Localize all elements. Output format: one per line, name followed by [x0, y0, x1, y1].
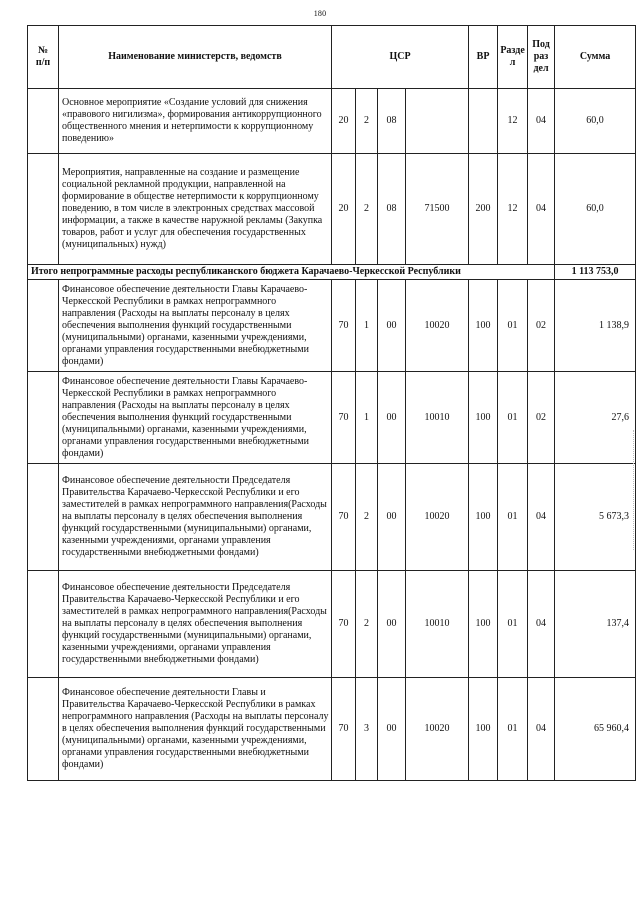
row-csr1: 70 — [332, 678, 356, 781]
row-name: Финансовое обеспечение деятельности Главы Карачаево-Черкесской Республики в рамках непрограммного направления (Расходы на выплаты персоналу в целях обеспечения выполнения функций государственными (муниципальными) органами, казенными учреждениями, органами управления государственными внебюджетными фондами) — [59, 372, 332, 464]
row-num-cell — [28, 372, 59, 464]
row-razdel: 12 — [498, 154, 528, 265]
table-row — [28, 89, 636, 154]
row-csr4: 10020 — [406, 678, 469, 781]
row-razdel: 01 — [498, 678, 528, 781]
row-csr2: 1 — [356, 372, 378, 464]
row-num-cell — [28, 464, 59, 571]
row-summa: 1 138,9 — [555, 280, 636, 372]
row-csr3: 08 — [378, 89, 406, 154]
row-csr1: 20 — [332, 154, 356, 265]
row-vr: 100 — [469, 571, 498, 678]
page-number: 180 — [313, 9, 327, 18]
row-podrazdel: 04 — [528, 678, 555, 781]
row-csr1: 70 — [332, 372, 356, 464]
row-podrazdel: 04 — [528, 464, 555, 571]
table-header-row — [28, 26, 636, 89]
row-razdel: 01 — [498, 280, 528, 372]
header-name: Наименование министерств, ведомств — [59, 26, 332, 89]
row-csr1: 70 — [332, 464, 356, 571]
row-csr2: 2 — [356, 154, 378, 265]
row-csr4: 10010 — [406, 372, 469, 464]
row-csr1: 70 — [332, 571, 356, 678]
table-row — [28, 464, 636, 571]
row-csr1: 20 — [332, 89, 356, 154]
table-row — [28, 154, 636, 265]
row-name: Финансовое обеспечение деятельности Главы и Правительства Карачаево-Черкесской Республики в рамках непрограммного направления (Расходы на выплаты персоналу в целях обеспечения выполнения функций государственными (муниципальными) органами, казенными учреждениями, органами управления государственными внебюджетными фондами) — [59, 678, 332, 781]
row-podrazdel: 04 — [528, 571, 555, 678]
row-csr3: 00 — [378, 571, 406, 678]
row-vr: 100 — [469, 464, 498, 571]
row-csr4: 10020 — [406, 280, 469, 372]
row-csr2: 2 — [356, 89, 378, 154]
scan-margin-mark — [633, 430, 637, 550]
header-razdel: Разде л — [498, 26, 528, 89]
row-summa: 5 673,3 — [555, 464, 636, 571]
header-summa: Сумма — [555, 26, 636, 89]
table-row — [28, 372, 636, 464]
row-summa: 137,4 — [555, 571, 636, 678]
row-razdel: 12 — [498, 89, 528, 154]
row-csr2: 3 — [356, 678, 378, 781]
row-summa: 65 960,4 — [555, 678, 636, 781]
row-csr3: 00 — [378, 464, 406, 571]
row-podrazdel: 04 — [528, 154, 555, 265]
row-vr: 100 — [469, 280, 498, 372]
row-csr4 — [406, 89, 469, 154]
row-num-cell — [28, 154, 59, 265]
table-row — [28, 571, 636, 678]
header-num: № п/п — [28, 26, 59, 89]
row-num-cell — [28, 571, 59, 678]
row-name: Финансовое обеспечение деятельности Главы Карачаево-Черкесской Республики в рамках непрограммного направления (Расходы на выплаты персоналу в целях обеспечения выполнения функций государственными (муниципальными) органами, казенными учреждениями, органами управления государственными внебюджетными фондами) — [59, 280, 332, 372]
row-razdel: 01 — [498, 464, 528, 571]
row-csr2: 2 — [356, 464, 378, 571]
table-row — [28, 280, 636, 372]
header-csr: ЦСР — [332, 26, 469, 89]
row-razdel: 01 — [498, 372, 528, 464]
row-name: Мероприятия, направленные на создание и размещение социальной рекламной продукции, направленной на формирование в обществе нетерпимости к коррупционному поведению, в том числе в электронных средствах массовой информации, а также в качестве наружной рекламы (Закупка товаров, работ и услуг для обеспечения государственных (муниципальных) нужд) — [59, 154, 332, 265]
row-num-cell — [28, 678, 59, 781]
row-name: Основное мероприятие «Создание условий для снижения «правового нигилизма», формирования антикоррупционного общественного мнения и нетерпимости к коррупционному поведению» — [59, 89, 332, 154]
row-name: Финансовое обеспечение деятельности Председателя Правительства Карачаево-Черкесской Республики и его заместителей в рамках непрограммного направления(Расходы на выплаты персоналу в целях обеспечения выполнения функций государственными (муниципальными) органами, казенными учреждениями, органами управления государственными внебюджетными фондами) — [59, 571, 332, 678]
row-num-cell — [28, 89, 59, 154]
total-summa: 1 113 753,0 — [555, 265, 636, 280]
budget-table — [27, 25, 636, 781]
row-vr: 100 — [469, 372, 498, 464]
row-vr — [469, 89, 498, 154]
row-csr4: 10020 — [406, 464, 469, 571]
row-summa: 60,0 — [555, 154, 636, 265]
row-csr2: 1 — [356, 280, 378, 372]
row-podrazdel: 02 — [528, 372, 555, 464]
row-podrazdel: 04 — [528, 89, 555, 154]
row-name: Финансовое обеспечение деятельности Председателя Правительства Карачаево-Черкесской Республики и его заместителей в рамках непрограммного направления(Расходы на выплаты персоналу в целях обеспечения выполнения функций государственными (муниципальными) органами, казенными учреждениями, органами управления государственными внебюджетными фондами) — [59, 464, 332, 571]
row-csr4: 10010 — [406, 571, 469, 678]
table-row — [28, 678, 636, 781]
row-razdel: 01 — [498, 571, 528, 678]
total-row — [28, 265, 636, 280]
row-csr4: 71500 — [406, 154, 469, 265]
row-summa: 60,0 — [555, 89, 636, 154]
row-csr1: 70 — [332, 280, 356, 372]
row-vr: 200 — [469, 154, 498, 265]
header-vr: ВР — [469, 26, 498, 89]
row-vr: 100 — [469, 678, 498, 781]
row-podrazdel: 02 — [528, 280, 555, 372]
row-csr3: 00 — [378, 280, 406, 372]
row-csr3: 00 — [378, 372, 406, 464]
row-num-cell — [28, 280, 59, 372]
row-csr3: 00 — [378, 678, 406, 781]
row-csr2: 2 — [356, 571, 378, 678]
row-csr3: 08 — [378, 154, 406, 265]
header-podrazdel: Под раз дел — [528, 26, 555, 89]
row-summa: 27,6 — [555, 372, 636, 464]
total-label: Итого непрограммные расходы республиканского бюджета Карачаево-Черкесской Республики — [28, 265, 555, 280]
